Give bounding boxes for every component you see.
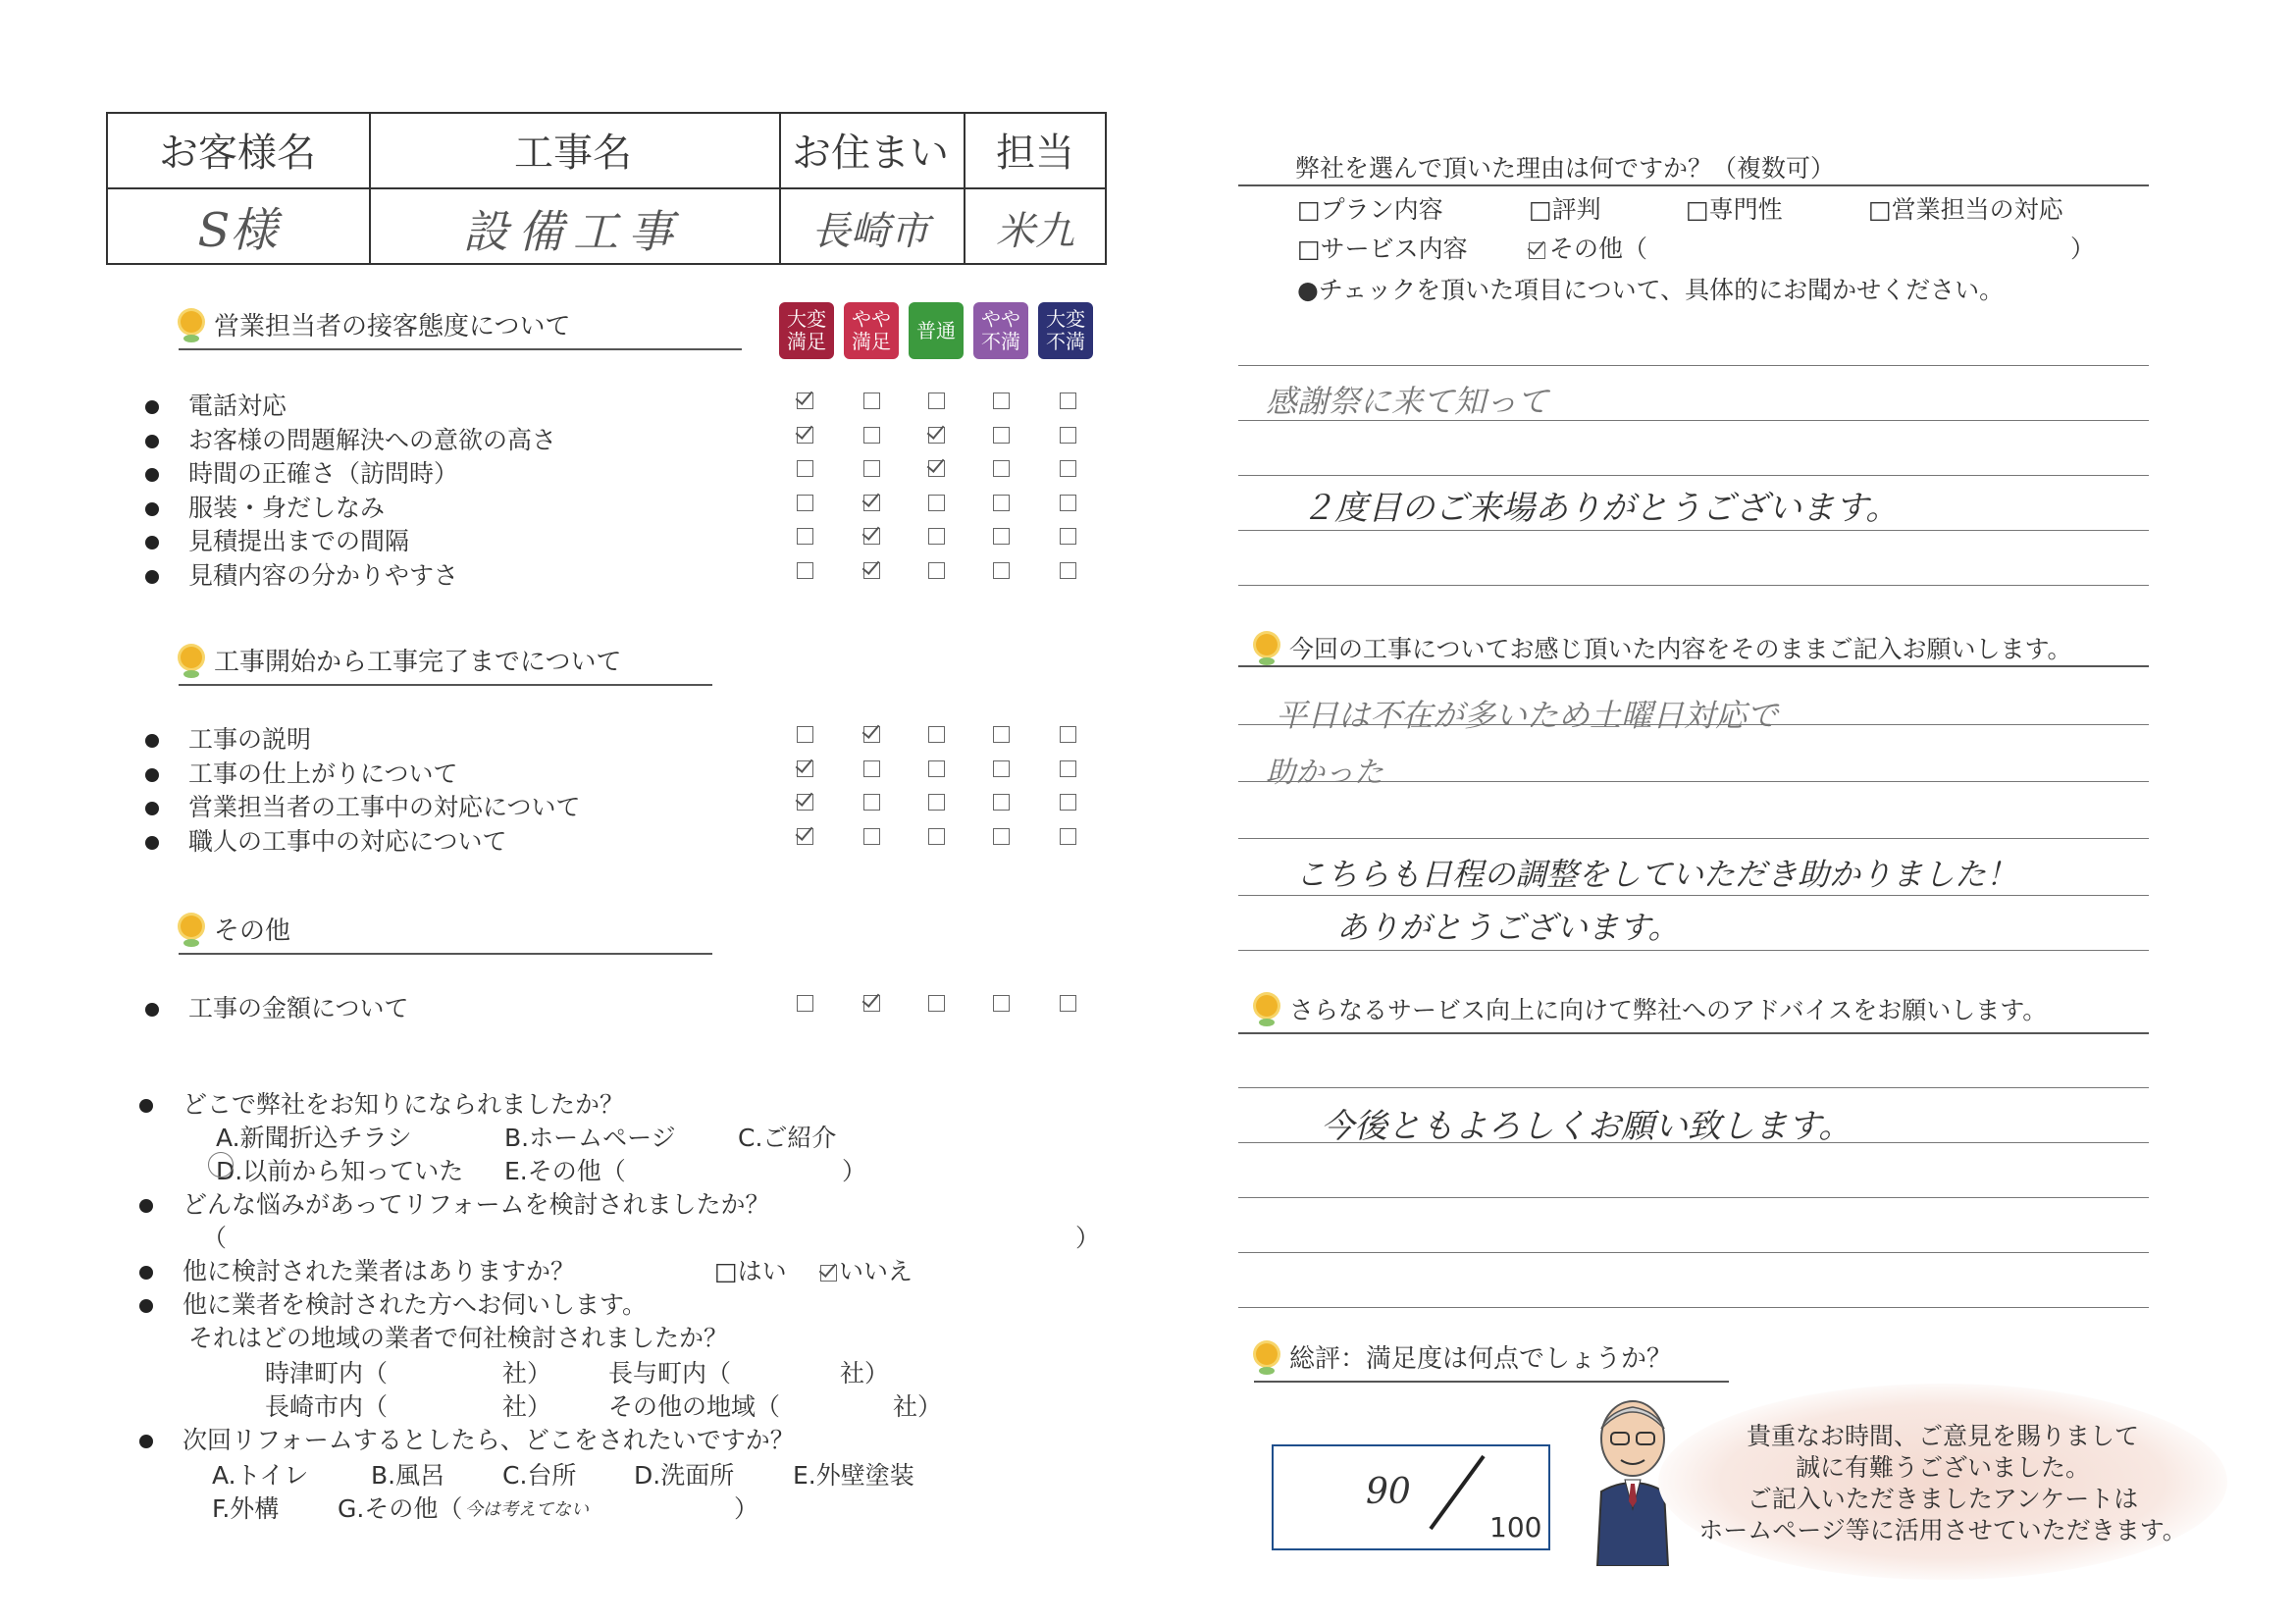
reason-detail-prompt: ●チェックを頂いた項目について、具体的にお聞かせください。 <box>1297 276 2005 304</box>
checkbox[interactable] <box>1060 393 1076 409</box>
bullet-icon <box>145 570 159 584</box>
q1-option-e[interactable]: E.その他（ <box>504 1157 626 1185</box>
checkbox-checked[interactable] <box>863 495 880 511</box>
question-4b: それはどの地域の業者で何社検討されましたか？ <box>188 1324 729 1352</box>
rating-row-label: お客様の問題解決への意欲の高さ <box>188 426 557 454</box>
q1-option-c[interactable]: C.ご紹介 <box>738 1124 837 1152</box>
rating-row <box>145 421 556 456</box>
rule-line <box>1238 585 2149 586</box>
reason-reply: ２度目のご来場ありがとうございます。 <box>1301 489 1900 528</box>
checkbox[interactable] <box>928 393 945 409</box>
rating-row <box>145 720 311 756</box>
checkbox-checked[interactable] <box>797 828 813 845</box>
advice-heading <box>1254 991 2047 1028</box>
rule-line <box>1238 950 2149 951</box>
rule-line <box>1238 365 2149 366</box>
q5-option-a[interactable]: A.トイレ <box>212 1461 309 1490</box>
q4-nagasaki: 長崎市内（ <box>265 1392 389 1421</box>
section-heading-construction <box>179 642 712 686</box>
checkbox[interactable] <box>797 528 813 545</box>
score-title: 総評：満足度は何点でしょうか？ <box>1289 1344 1673 1374</box>
q1-option-b[interactable]: B.ホームページ <box>504 1124 676 1152</box>
checkbox[interactable] <box>993 828 1010 845</box>
q4-tokitsu: 時津町内（ <box>265 1359 389 1387</box>
bullet-icon <box>145 502 159 516</box>
checkbox[interactable] <box>1060 562 1076 579</box>
q4-nagayo: 長与町内（ <box>608 1359 732 1387</box>
rating-scale-badge: やや 満足 <box>844 302 899 359</box>
flower-icon <box>179 311 204 344</box>
checkbox[interactable] <box>863 794 880 811</box>
rating-row-label: 見積内容の分かりやすさ <box>188 561 459 590</box>
section-title: 工事開始から工事完了までについて <box>214 648 622 677</box>
flower-icon <box>179 647 204 680</box>
question-3-text: 他に検討された業者はありますか？ <box>183 1257 576 1285</box>
thanks-message <box>1668 1421 2218 1546</box>
checkbox[interactable] <box>1060 794 1076 811</box>
q3-no-label: いいえ <box>839 1257 913 1285</box>
q5-option-c[interactable]: C.台所 <box>502 1461 577 1490</box>
rating-row <box>145 755 458 790</box>
checkbox[interactable] <box>993 528 1010 545</box>
reason-service[interactable]: □サービス内容 <box>1297 235 1468 263</box>
rule-line <box>1238 1087 2149 1088</box>
question-5-text: 次回リフォームするとしたら、どこをされたいですか？ <box>183 1426 795 1454</box>
checkbox-checked[interactable] <box>863 562 880 579</box>
checkbox[interactable] <box>993 760 1010 777</box>
checkbox[interactable] <box>928 726 945 743</box>
checkbox-checked[interactable] <box>797 393 813 409</box>
reason-expertise[interactable]: □専門性 <box>1686 195 1783 224</box>
rating-row-label: 見積提出までの間隔 <box>188 527 410 555</box>
bullet-icon <box>145 734 159 748</box>
checkbox[interactable] <box>993 995 1010 1012</box>
checkbox-checked[interactable] <box>928 460 945 477</box>
checkbox[interactable] <box>797 995 813 1012</box>
rule-line <box>1238 530 2149 531</box>
score-max: 100 <box>1489 1511 1542 1544</box>
q4-nagasaki-count: 社） <box>502 1392 552 1421</box>
rule-line <box>1238 1252 2149 1253</box>
score-value: 90 <box>1366 1472 1411 1512</box>
rating-row <box>145 387 287 422</box>
bullet-icon <box>145 536 159 550</box>
rating-row <box>145 822 507 858</box>
rule-line <box>1238 665 2149 667</box>
q2-close: ） <box>1075 1224 1101 1252</box>
q4-nagayo-count: 社） <box>840 1359 890 1387</box>
checkbox[interactable] <box>928 495 945 511</box>
checkbox[interactable] <box>928 760 945 777</box>
reason-other-close: ） <box>2070 235 2096 263</box>
checkbox[interactable] <box>863 427 880 444</box>
q5-other-answer: 今は考えてない <box>465 1499 589 1520</box>
thanks-line-1: 貴重なお時間、ご意見を賜りまして <box>1746 1422 2139 1450</box>
advice-answer: 今後ともよろしくお願い致します。 <box>1321 1107 1852 1146</box>
bullet-icon <box>145 435 159 448</box>
checkbox-checked[interactable] <box>928 427 945 444</box>
rule-line <box>1238 838 2149 839</box>
checkbox[interactable] <box>863 393 880 409</box>
flower-icon <box>1254 1343 1279 1377</box>
header-staff-label: 担当 <box>996 131 1074 176</box>
checkbox[interactable] <box>797 495 813 511</box>
q5-option-g[interactable]: G.その他（ <box>338 1494 463 1523</box>
thanks-line-3: ご記入いただきましたアンケートは <box>1747 1485 2139 1513</box>
score-heading <box>1254 1338 1729 1383</box>
rule-line <box>1238 724 2149 725</box>
reason-other[interactable] <box>1529 230 1647 265</box>
checkbox[interactable] <box>1060 828 1076 845</box>
checkbox-checked-icon <box>1529 242 1545 259</box>
question-5 <box>139 1421 795 1456</box>
checkbox[interactable] <box>1060 427 1076 444</box>
rule-line <box>1238 1307 2149 1308</box>
rating-scale-badge: 大変 満足 <box>779 302 834 359</box>
section-title: 営業担当者の接客態度について <box>214 312 571 341</box>
checkbox-checked[interactable] <box>797 427 813 444</box>
checkbox-checked[interactable] <box>863 726 880 743</box>
advice-title: さらなるサービス向上に向けて弊社へのアドバイスをお願いします。 <box>1289 996 2048 1024</box>
question-2-text: どんな悩みがあってリフォームを検討されましたか？ <box>183 1190 770 1219</box>
checkbox-checked[interactable] <box>797 794 813 811</box>
checkbox[interactable] <box>993 562 1010 579</box>
checkbox[interactable] <box>863 460 880 477</box>
reason-other-label: その他（ <box>1549 235 1648 263</box>
rule-line <box>1238 184 2149 186</box>
work-name: 設備工事 <box>463 205 683 258</box>
q3-yes[interactable]: □はい <box>714 1257 787 1285</box>
q3-no[interactable] <box>820 1252 913 1287</box>
rating-row <box>145 788 581 823</box>
rating-row <box>145 454 458 490</box>
impression-reply-2: ありがとうございます。 <box>1336 909 1680 946</box>
checkbox[interactable] <box>993 460 1010 477</box>
flower-icon <box>179 916 204 949</box>
q4-tokitsu-count: 社） <box>502 1359 552 1387</box>
rule-line <box>1238 1032 2149 1034</box>
reason-reputation[interactable]: □評判 <box>1529 195 1601 224</box>
section-heading-sales <box>179 306 742 350</box>
checkbox[interactable] <box>993 393 1010 409</box>
rule-line <box>1238 1142 2149 1143</box>
checkbox[interactable] <box>797 460 813 477</box>
rule-line <box>1238 781 2149 782</box>
area-name: 長崎市 <box>811 209 929 254</box>
q1-option-d[interactable] <box>216 1152 463 1187</box>
impression-title: 今回の工事についてお感じ頂いた内容をそのままご記入お願いします。 <box>1289 635 2072 663</box>
rating-row <box>145 556 458 592</box>
question-4-text: 他に業者を検討された方へお伺いします。 <box>183 1290 648 1319</box>
q1-option-e-close: ） <box>842 1157 867 1185</box>
checkbox[interactable] <box>863 828 880 845</box>
rating-row-label: 服装・身だしなみ <box>188 494 386 522</box>
checkbox[interactable] <box>797 562 813 579</box>
question-4 <box>139 1285 647 1321</box>
question-1 <box>139 1085 624 1121</box>
section-heading-other <box>179 911 712 955</box>
q5-option-f[interactable]: F.外構 <box>212 1494 280 1523</box>
checkbox-checked[interactable] <box>863 995 880 1012</box>
reason-plan[interactable]: □プラン内容 <box>1297 195 1443 224</box>
rule-line <box>1238 475 2149 476</box>
rating-scale-badge: やや 不満 <box>973 302 1028 359</box>
rating-row <box>145 522 409 557</box>
impression-answer-2: 助かった <box>1266 756 1383 790</box>
checkbox[interactable] <box>1060 460 1076 477</box>
q4-other-area: その他の地域（ <box>608 1392 781 1421</box>
q1-option-a[interactable]: A.新聞折込チラシ <box>216 1124 412 1152</box>
checkbox[interactable] <box>993 726 1010 743</box>
rating-row-label: 工事の金額について <box>188 994 409 1022</box>
thanks-line-2: 誠に有難うございました。 <box>1795 1453 2090 1482</box>
question-1-text: どこで弊社をお知りになられましたか？ <box>183 1090 625 1119</box>
rule-line <box>1238 420 2149 421</box>
checkbox[interactable] <box>1060 726 1076 743</box>
header-customer-label: お客様名 <box>159 131 316 176</box>
section-title: その他 <box>214 916 291 946</box>
rule-line <box>1238 895 2149 896</box>
checkbox-checked[interactable] <box>863 528 880 545</box>
checkbox[interactable] <box>928 528 945 545</box>
bullet-icon <box>145 802 159 815</box>
checkbox[interactable] <box>993 495 1010 511</box>
q5-close: ） <box>734 1494 759 1523</box>
reason-staff[interactable]: □営業担当の対応 <box>1868 195 2063 224</box>
q1-option-d-label: D.以前から知っていた <box>216 1157 464 1185</box>
checkbox-checked[interactable] <box>797 760 813 777</box>
rating-row <box>145 989 409 1024</box>
reason-answer: 感謝祭に来て知って <box>1266 383 1549 420</box>
checkbox[interactable] <box>928 562 945 579</box>
bullet-icon <box>145 1003 159 1017</box>
customer-name: S様 <box>197 203 278 258</box>
checkbox-checked-icon <box>820 1265 837 1282</box>
checkbox[interactable] <box>928 794 945 811</box>
q2-open: （ <box>202 1224 228 1252</box>
question-3 <box>139 1252 575 1287</box>
checkbox[interactable] <box>1060 995 1076 1012</box>
flower-icon <box>1254 634 1279 667</box>
header-area-label: お住まい <box>792 131 949 176</box>
checkbox[interactable] <box>1060 528 1076 545</box>
bullet-icon <box>145 468 159 482</box>
thanks-line-4: ホームページ等に活用させていただきます。 <box>1698 1516 2187 1544</box>
bullet-icon <box>145 836 159 850</box>
rating-row-label: 営業担当者の工事中の対応について <box>188 793 581 821</box>
q5-option-b[interactable]: B.風呂 <box>371 1461 445 1490</box>
circle-mark-icon <box>208 1152 234 1178</box>
q4-other-count: 社） <box>893 1392 943 1421</box>
checkbox[interactable] <box>928 828 945 845</box>
rating-row <box>145 489 385 524</box>
staff-name: 米九 <box>996 209 1074 254</box>
slash-icon <box>1423 1452 1491 1535</box>
rating-scale-badge: 大変 不満 <box>1038 302 1093 359</box>
impression-reply-1: こちらも日程の調整をしていただき助かりました！ <box>1295 856 2018 893</box>
checkbox[interactable] <box>993 794 1010 811</box>
rating-row-label: 時間の正確さ（訪問時） <box>188 459 459 488</box>
rating-row-label: 職人の工事中の対応について <box>188 827 507 856</box>
bullet-icon <box>145 768 159 782</box>
checkbox[interactable] <box>928 995 945 1012</box>
checkbox[interactable] <box>1060 760 1076 777</box>
checkbox[interactable] <box>863 760 880 777</box>
checkbox[interactable] <box>797 726 813 743</box>
rating-row-label: 工事の説明 <box>188 725 312 754</box>
q5-option-e[interactable]: E.外壁塗装 <box>793 1461 914 1490</box>
header-work-label: 工事名 <box>514 131 632 176</box>
bullet-icon <box>145 400 159 414</box>
impression-answer-1: 平日は不在が多いため土曜日対応で <box>1276 697 1779 734</box>
q5-option-d[interactable]: D.洗面所 <box>634 1461 735 1490</box>
checkbox[interactable] <box>1060 495 1076 511</box>
question-2 <box>139 1185 770 1221</box>
impression-heading <box>1254 630 2072 667</box>
flower-icon <box>1254 995 1279 1028</box>
rating-scale-badge: 普通 <box>909 302 964 359</box>
rating-row-label: 工事の仕上がりについて <box>188 759 458 788</box>
rating-row-label: 電話対応 <box>188 392 287 420</box>
checkbox[interactable] <box>993 427 1010 444</box>
rule-line <box>1238 1197 2149 1198</box>
reason-title: 弊社を選んで頂いた理由は何ですか？（複数可） <box>1295 154 1836 183</box>
